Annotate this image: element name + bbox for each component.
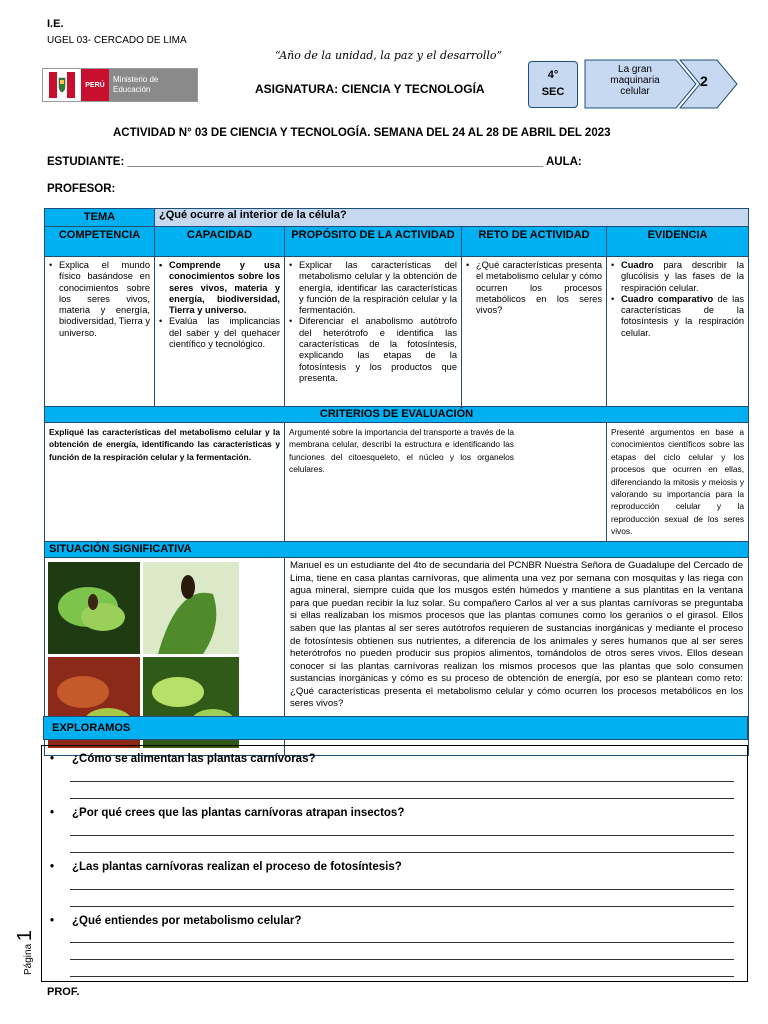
question-item: • ¿Por qué crees que las plantas carnívoras atrapan insectos? [50, 807, 405, 819]
page-number-label: Página 1 [14, 929, 36, 975]
reto-cell [462, 257, 607, 407]
proposito-item: • Diferenciar el anabolismo autótrofo del heterótrofo e identifica las características de la fotosíntesis, explicando las etapas de la fotosíntesis y los productos que presenta. [289, 316, 457, 384]
capacidad-item: • Evalúa las implicancias del saber y del quehacer científico y tecnológico. [159, 316, 280, 350]
question-item: • ¿Cómo se alimentan las plantas carnívoras? [50, 753, 316, 765]
competencia-text: • Explica el mundo físico basándose en conocimientos sobre los seres vivos, materia y energía, biodiversidad, Tierra y universo. [49, 260, 150, 339]
situacion-text: Manuel es un estudiante del 4to de secundaria del PCNBR Nuestra Señora de Guadalupe del Cercado de Lima, tiene en casa plantas carnívoras, que alimenta una vez por semana con mosquitas y las riega con agua mineral, siempre cuida que los musgos estén húmedos y mantiene a sus plantitas en la ventana para que puedan recibir la luz solar. Su compañero Carlos al ver a sus plantas carnívoras se preguntaba si ellas realizaban los mismos procesos que las plantas comunes como los geranios o el girasol. Ellos saben que las plantas al ser seres autótrofos requieren de sustancias inorgánicas y mediante el proceso de fotosíntesis obtienen sus nutrientes, a diferencia de los animales y seres humanos que al ser seres heterótrofos no pueden producir sus propios alimentos, tomándolos de otros seres vivos. Ellos desean conocer si las plantas carnívoras realizan los mismos procesos que las plantas que solo consumen sustancias inorgánicas y cómo es su proceso de obtención de energía, por eso se plantean como reto: ¿Qué características presenta el metabolismo celular y cómo ocurren los procesos metabólicos en los seres vivos? [285, 557, 749, 755]
grade-number: 4° [547, 69, 559, 81]
ministry-label: Ministerio de Educación [113, 75, 159, 94]
student-field[interactable]: ESTUDIANTE: _________________________________________________________________ AULA: [47, 156, 582, 168]
capacidad-item: • Comprende y usa conocimientos sobre los seres vivos, materia y energía, biodiversidad, Tierra y universo. [159, 260, 280, 316]
answer-line[interactable] [70, 852, 734, 853]
header-capacidad: CAPACIDAD [155, 227, 285, 257]
header-proposito: PROPÓSITO DE LA ACTIVIDAD [285, 227, 462, 257]
criterio-2: Argumenté sobre la importancia del transporte a través de la membrana celular, describí la estructura e identificando las funciones del citoesqueleto, el núcleo y los organelos celulares. [285, 423, 607, 542]
tema-question: ¿Qué ocurre al interior de la célula? [155, 209, 749, 227]
question-item: • ¿Qué entiendes por metabolismo celular? [50, 915, 302, 927]
ugel-label: UGEL 03- CERCADO DE LIMA [47, 35, 187, 46]
header-evidencia: EVIDENCIA [607, 227, 749, 257]
capacidad-cell [155, 257, 285, 407]
unit-number: 2 [700, 73, 708, 89]
answer-line[interactable] [70, 835, 734, 836]
school-label: I.E. [47, 18, 64, 30]
ministry-logo [42, 68, 198, 102]
proposito-item: • Explicar las características del metabolismo celular y la obtención de energía, identificar las características y función de la respiración celular y la fermentación. [289, 260, 457, 316]
question-item: • ¿Las plantas carnívoras realizan el proceso de fotosíntesis? [50, 861, 402, 873]
activity-table [44, 208, 749, 756]
evidencia-cell [607, 257, 749, 407]
answer-line[interactable] [70, 781, 734, 782]
answer-line[interactable] [70, 906, 734, 907]
tema-label: TEMA [45, 209, 155, 227]
answer-line[interactable] [70, 889, 734, 890]
evidencia-item: • Cuadro para describir la glucólisis y las fases de la respiración celular. [611, 260, 744, 294]
criterio-1: Expliqué las características del metabolismo celular y la obtención de energía, identificando las características y función de la respiración celular y la fermentación. [45, 423, 285, 542]
grade-level: SEC [541, 86, 565, 98]
unit-name: La gran maquinaria celular [610, 64, 660, 97]
header-reto: RETO DE ACTIVIDAD [462, 227, 607, 257]
criterio-3: Presenté argumentos en base a conocimientos científicos sobre las etapas del ciclo celular y los procesos que ocurren en ellas, diferenciando la mitosis y meiosis y valorando su importancia para la reproducción celular y la reproducción sexual de los seres vivos. [607, 423, 749, 542]
profesor-field[interactable]: PROFESOR: [47, 183, 116, 195]
situacion-header: SITUACIÓN SIGNIFICATIVA [45, 541, 749, 557]
header-competencia: COMPETENCIA [45, 227, 155, 257]
peru-label: PERÚ [81, 69, 109, 101]
answer-line[interactable] [70, 976, 734, 977]
peru-coat-of-arms-icon [43, 69, 81, 101]
exploramos-header: EXPLORAMOS [43, 716, 748, 740]
proposito-cell [285, 257, 462, 407]
subject-title: ASIGNATURA: CIENCIA Y TECNOLOGÍA [255, 82, 485, 96]
answer-line[interactable] [70, 942, 734, 943]
activity-title: ACTIVIDAD N° 03 DE CIENCIA Y TECNOLOGÍA. SEMANA DEL 24 AL 28 DE ABRIL DEL 2023 [113, 127, 611, 139]
competencia-cell [45, 257, 155, 407]
criterios-header: CRITERIOS DE EVALUACIÓN [45, 407, 749, 423]
reto-text: • ¿Qué características presenta el metabolismo celular y cómo ocurren los procesos metabólicos en los seres vivos? [466, 260, 602, 316]
grade-box [528, 61, 578, 108]
questions-box [41, 745, 748, 982]
prof-signature-label: PROF. [47, 986, 80, 998]
answer-line[interactable] [70, 798, 734, 799]
evidencia-item: • Cuadro comparativo de las características de la fotosíntesis y la respiración celular. [611, 294, 744, 339]
year-motto: “Año de la unidad, la paz y el desarrollo” [275, 49, 503, 62]
answer-line[interactable] [70, 959, 734, 960]
